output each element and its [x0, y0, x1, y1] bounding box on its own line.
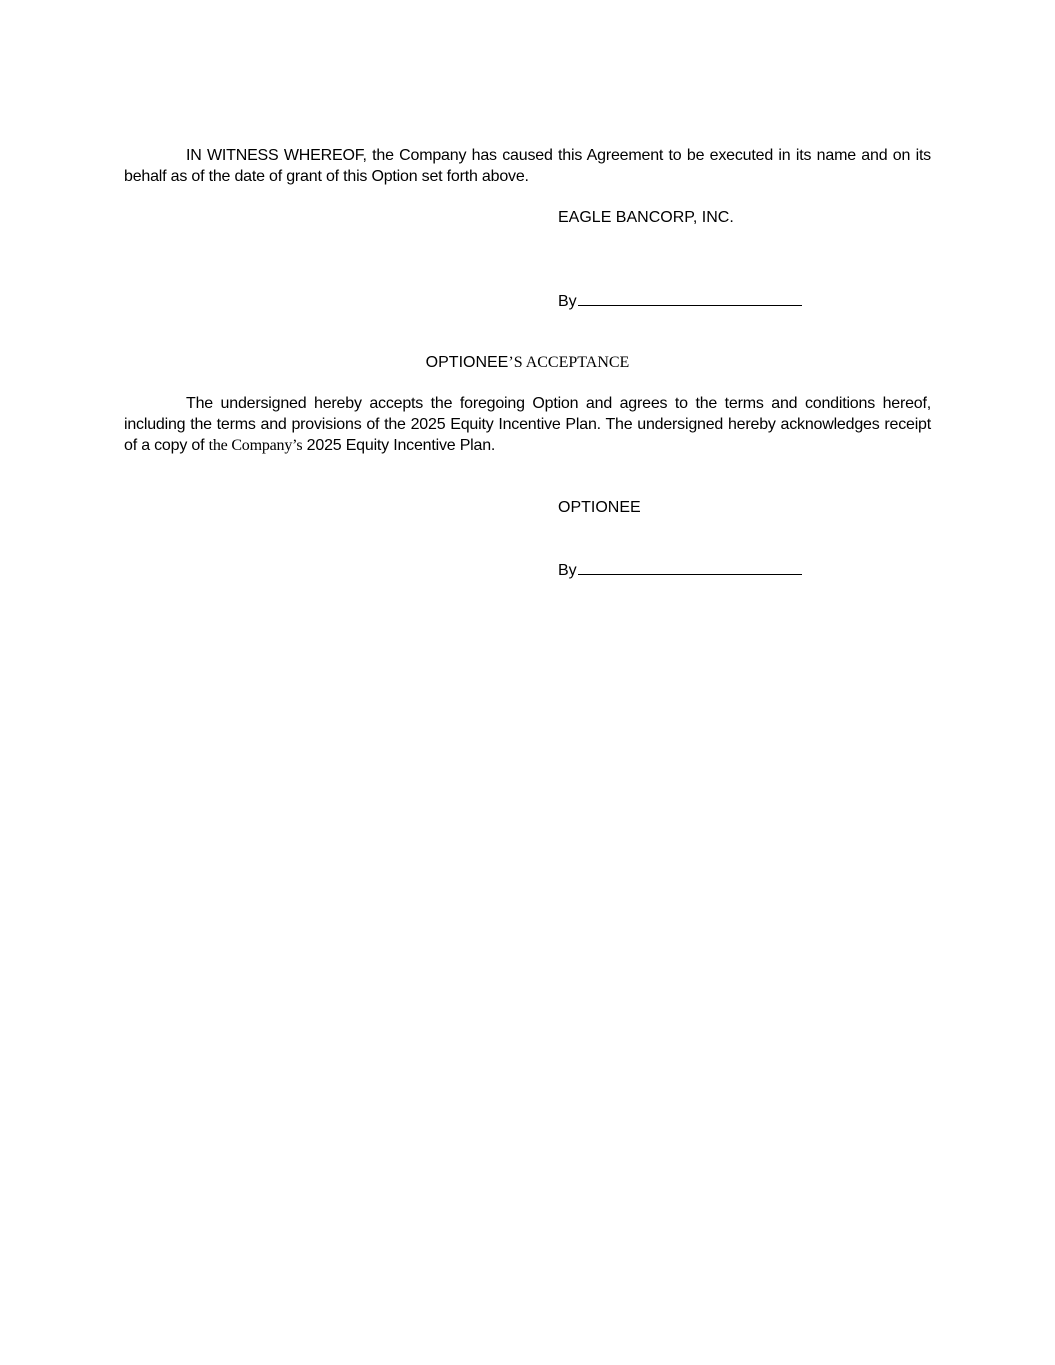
company-signature-rule — [578, 290, 802, 306]
company-by-label: By — [558, 293, 577, 310]
optionee-signature-line — [558, 559, 802, 581]
acceptance-heading-suffix: ’S ACCEPTANCE — [508, 354, 630, 371]
acceptance-paragraph-main: The undersigned hereby accepts the foregoing Option and agrees to the terms and conditions hereof, including the terms and provisions of the 2025 Equity Incentive Plan. The undersigned hereby acknowledges receipt of a copy of — [124, 395, 931, 454]
company-name: EAGLE BANCORP, INC. — [558, 209, 734, 226]
acceptance-heading — [0, 352, 1055, 373]
acceptance-paragraph — [124, 393, 931, 456]
optionee-signature-rule — [578, 559, 802, 575]
acceptance-paragraph-company: the Company’s — [208, 437, 303, 454]
optionee-label: OPTIONEE — [558, 499, 641, 516]
optionee-by-label: By — [558, 562, 577, 579]
witness-paragraph: IN WITNESS WHEREOF, the Company has caused this Agreement to be executed in its name and on its behalf as of the date of grant of this Option set forth above. — [124, 147, 931, 185]
acceptance-heading-prefix: OPTIONEE — [425, 354, 509, 371]
company-signature-line — [558, 290, 802, 312]
acceptance-paragraph-end: 2025 Equity Incentive Plan. — [302, 437, 496, 454]
